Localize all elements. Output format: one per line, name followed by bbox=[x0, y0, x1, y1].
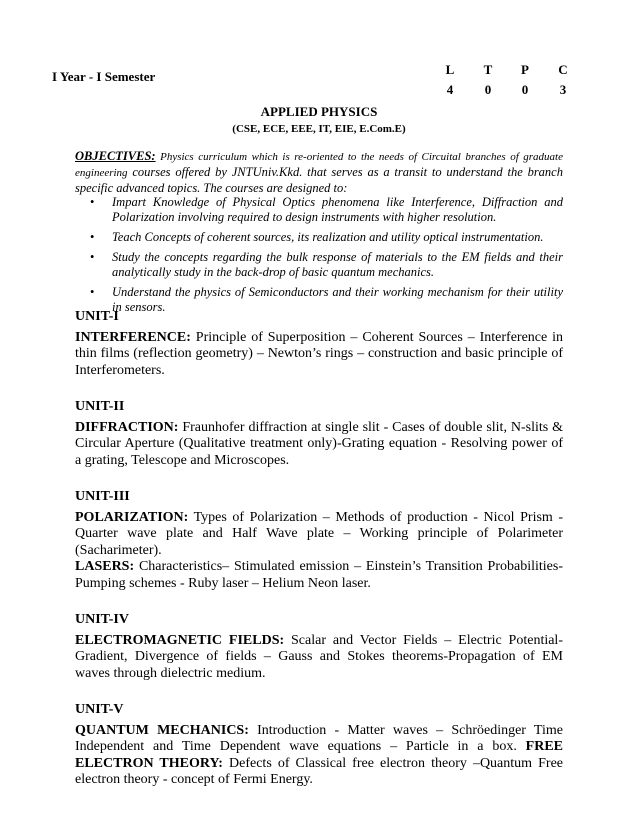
objectives-text: courses offered by JNTUniv.Kkd. that serves as a transit to understand the branch specific advanced topics. The courses are designed to: bbox=[75, 165, 563, 195]
course-title: APPLIED PHYSICS bbox=[260, 104, 378, 119]
topic-text: Principle of Superposition – Coherent Sources – Interference in thin films (reflection geometry) – Newton’s rings – construction and basic principle of Interferometers. bbox=[75, 329, 563, 378]
topic-title: LASERS: bbox=[75, 559, 135, 574]
ltpc-value-c: 3 bbox=[559, 82, 567, 97]
ltpc-value-l: 4 bbox=[446, 82, 454, 97]
unit-heading: UNIT-II bbox=[75, 399, 125, 414]
list-item: • Impart Knowledge of Physical Optics phenomena like Interference, Diffraction and Polarization involving required to design instruments with higher resolution. bbox=[90, 195, 563, 224]
ltpc-label-t: T bbox=[483, 62, 493, 77]
unit-4 bbox=[75, 612, 563, 682]
bullet-icon: • bbox=[90, 285, 95, 299]
ltpc-value-t: 0 bbox=[484, 82, 492, 97]
topic-text: Characteristics– Stimulated emission – Einstein’s Transition Probabilities-Pumping schemes - Ruby laser – Helium Neon laser. bbox=[75, 559, 563, 591]
unit-1 bbox=[75, 309, 563, 379]
topic-title: QUANTUM MECHANICS: bbox=[75, 722, 249, 738]
list-item: • Teach Concepts of coherent sources, its realization and utility optical instrumentation. bbox=[90, 230, 544, 244]
ltpc-label-p: P bbox=[521, 62, 529, 77]
list-item: • Study the concepts regarding the bulk response of materials to the EM fields and their analytically study in the back-drop of basic quantum mechanics. bbox=[90, 250, 563, 279]
ltpc-value-p: 0 bbox=[521, 82, 529, 97]
unit-heading: UNIT-III bbox=[75, 489, 130, 504]
unit-heading: UNIT-IV bbox=[75, 612, 129, 627]
topic-title: DIFFRACTION: bbox=[75, 419, 179, 435]
bullet-icon: • bbox=[90, 195, 95, 209]
topic-text: Introduction - Matter waves – Schröedinger Time Independent and Time Dependent wave equations – Particle in a box. bbox=[75, 722, 563, 754]
unit-heading: UNIT-I bbox=[75, 309, 119, 324]
objectives-list bbox=[75, 195, 563, 320]
unit-topic bbox=[75, 330, 563, 380]
topic-title: POLARIZATION: bbox=[75, 509, 189, 525]
list-item: • Understand the physics of Semiconductors and their working mechanism for their utility in sensors. bbox=[90, 285, 563, 314]
objectives-lead: Physics curriculum which is re-oriented to the needs of Circuital branches of graduate engineering bbox=[75, 151, 563, 179]
unit-5 bbox=[75, 702, 563, 789]
topic-title: INTERFERENCE: bbox=[75, 329, 191, 345]
ltpc-label-c: C bbox=[558, 62, 568, 77]
unit-2 bbox=[75, 399, 563, 469]
unit-3 bbox=[75, 489, 563, 592]
semester-label: I Year - I Semester bbox=[52, 69, 156, 84]
unit-topic bbox=[75, 723, 563, 789]
unit-topic bbox=[75, 559, 563, 592]
topic-text: Fraunhofer diffraction at single slit - Cases of double slit, N-slits & Circular Aperture (Qualitative treatment only)-Grating equation - Resolving power of a grating, Telescope and Microscopes. bbox=[75, 419, 563, 468]
topic-text: Scalar and Vector Fields – Electric Potential-Gradient, Divergence of fields – Gauss and Stokes theorems-Propagation of EM waves through dielectric medium. bbox=[75, 632, 563, 681]
unit-topic bbox=[75, 633, 563, 683]
unit-topic bbox=[75, 420, 563, 470]
bullet-icon: • bbox=[90, 230, 95, 244]
units-section bbox=[75, 309, 563, 809]
topic-title: FREE ELECTRON THEORY: bbox=[75, 739, 564, 771]
unit-heading: UNIT-V bbox=[75, 702, 124, 717]
topic-text: Defects of Classical free electron theory –Quantum Free electron theory - concept of Fermi Energy. bbox=[75, 755, 563, 787]
bullet-icon: • bbox=[90, 250, 95, 264]
objectives-label: OBJECTIVES: bbox=[75, 149, 156, 163]
unit-topic bbox=[75, 510, 563, 560]
ltpc-label-l: L bbox=[445, 62, 455, 77]
course-branches: (CSE, ECE, EEE, IT, EIE, E.Com.E) bbox=[232, 123, 406, 135]
topic-text: Types of Polarization – Methods of production - Nicol Prism -Quarter wave plate and Half Wave plate – Working principle of Polarimeter (Sacharimeter). bbox=[75, 509, 563, 558]
objectives-paragraph bbox=[75, 149, 563, 196]
topic-title: ELECTROMAGNETIC FIELDS: bbox=[75, 632, 285, 648]
